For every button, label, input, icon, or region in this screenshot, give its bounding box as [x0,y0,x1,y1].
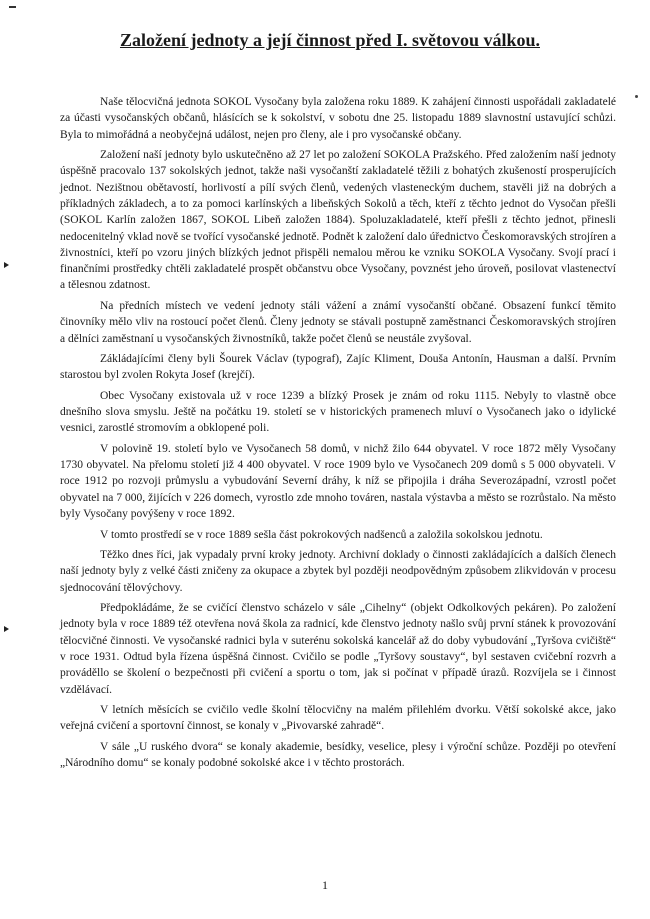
paragraph: Založení naší jednoty bylo uskutečněno až 27 let po založení SOKOLA Pražského. Před založením naší jednoty úspěšně pracovalo 137 sokolských jednot, takže naši vysočanští zakladatelé těžili z bohatých zkušeností prosperujících jednot. Nezištnou obětavostí, horlivostí a pílí svých členů, vedených vlasteneckým duchem, stavěli již na dobrých a příkladných základech, a to za pomoci karlínských a libeňských Sokolů a těch, kteří z těchto jednot do Vysočan přešli (SOKOL Karlín založen 1867, SOKOL Libeň založen 1884). Spoluzakladatelé, kteří přešli z těchto jednot, přinesli nedocenitelný vklad nově se tvořící vysočanské jednotě. Podnět k založení dalo úřednictvo Českomoravských strojíren a živnostníci, kteří po vzoru jiných blízkých jednot přispěli nemalou měrou ke vzniku SOKOLA Vysočany. Svojí prací i finančními prostředky chtěli zakladatelé prospět občanstvu obce Vysočany, povznést jeho úroveň, posilovat vlastenectví a tělesnou zdatnost. [60,149,616,292]
scan-mark [635,95,638,98]
page-title: Založení jednoty a její činnost před I. světovou válkou. [119,30,540,50]
paragraph: Předpokládáme, že se cvičící členstvo scházelo v sále „Cihelny“ (objekt Odkolkových pekáren). Po založení jednoty byla v roce 1889 též otevřena nová škola za radnicí, kde členstvo jednoty našlo svůj první stánek k provozování tělocvičné činnosti. Ve vysočanské radnici byla v suterénu sokolská kancelář až do doby vybudování „Tyršova cvičiště“ v roce 1931. Odtud byla řízena úspěšná činnost. Cvičilo se podle „Tyršovy soustavy“, byl sestaven cvičební rozvrh a prováděllo se školení o bezpečnosti při cvičení a sportu o tom, jak si počínat v případě úrazů. Rozvíjela se i činnost vzdělávací. [60,602,616,696]
paragraph: Zákládajícími členy byli Šourek Václav (typograf), Zajíc Kliment, Douša Antonín, Hausman a další. Prvním starostou byl zvolen Rokyta Josef (krejčí). [60,353,616,382]
paragraph: Na předních místech ve vedení jednoty stáli vážení a známí vysočanští občané. Obsazení funkcí těmito činovníky mělo vliv na rostoucí počet členů. Členy jednoty se stávali postupně zaměstnanci Českomoravských strojíren a dělníci zaměstnaní u vysočanských živnostníků, takže počet členů se neustále zvyšoval. [60,299,616,345]
paragraph: V sále „U ruského dvora“ se konaly akademie, besídky, veselice, plesy i výroční schůze. Později po otevření „Národního domu“ se konaly podobné sokolské akce i v těchto prostorách. [60,740,616,770]
page-number: 1 [322,878,328,892]
paragraph: Naše tělocvičná jednota SOKOL Vysočany byla založena roku 1889. K zahájení činnosti uspořádali zakladatelé za účasti vysočanských občanů, hlásících se k sokolství, v sobotu dne 25. listopadu 1889 slavnostní ustavující schůzi. Byla to mimořádná a neobyčejná událost, nejen pro členy, ale i pro vysočanské občany. [60,96,616,141]
scan-mark [4,626,9,632]
paragraph: V letních měsících se cvičilo vedle školní tělocvičny na malém přilehlém dvorku. Větší sokolské akce, jako veřejná cvičení a sportovní činnost, se konaly v „Pivovarské zahradě“. [60,704,616,733]
document-body [60,94,616,776]
paragraph: V polovině 19. století bylo ve Vysočanech 58 domů, v nichž žilo 644 obyvatel. V roce 1872 měly Vysočany 1730 obyvatel. Na přelomu století již 4 400 obyvatel. V roce 1909 bylo ve Vysočanech 209 domů s 5 000 obyvateli. V roce 1912 po rozvoji průmyslu a vybudování Severní dráhy, k níž se připojila i dráha Severozápadní, vzrostl počet obyvatel na 7 000, žijících v 226 domech, vyrostlo zde mnoho továren, nastala výstavba a město se rozrůstalo. Na město byly Vysočany povýšeny v roce 1892. [60,442,616,521]
paragraph: V tomto prostředí se v roce 1889 sešla část pokrokových nadšenců a založila sokolskou jednotu. [100,528,543,541]
scan-mark [4,262,9,268]
paragraph: Obec Vysočany existovala už v roce 1239 a blízký Prosek je znám od roku 1115. Nebyly to vlastně obce dnešního slova smyslu. Ještě na počátku 19. století se v historických pramenech mluví o Vysočanech jako o idylické vesnici, zarostlé stromovím a obklopené poli. [60,389,616,435]
paragraph: Těžko dnes říci, jak vypadaly první kroky jednoty. Archivní doklady o činnosti zakládajících a dalších členech naší jednoty byly z velké části zničeny za okupace a zbytek byl později neodpovědným způsobem zlikvidován v procesu sjednocování tělovýchovy. [60,549,616,594]
scan-mark [9,6,16,8]
